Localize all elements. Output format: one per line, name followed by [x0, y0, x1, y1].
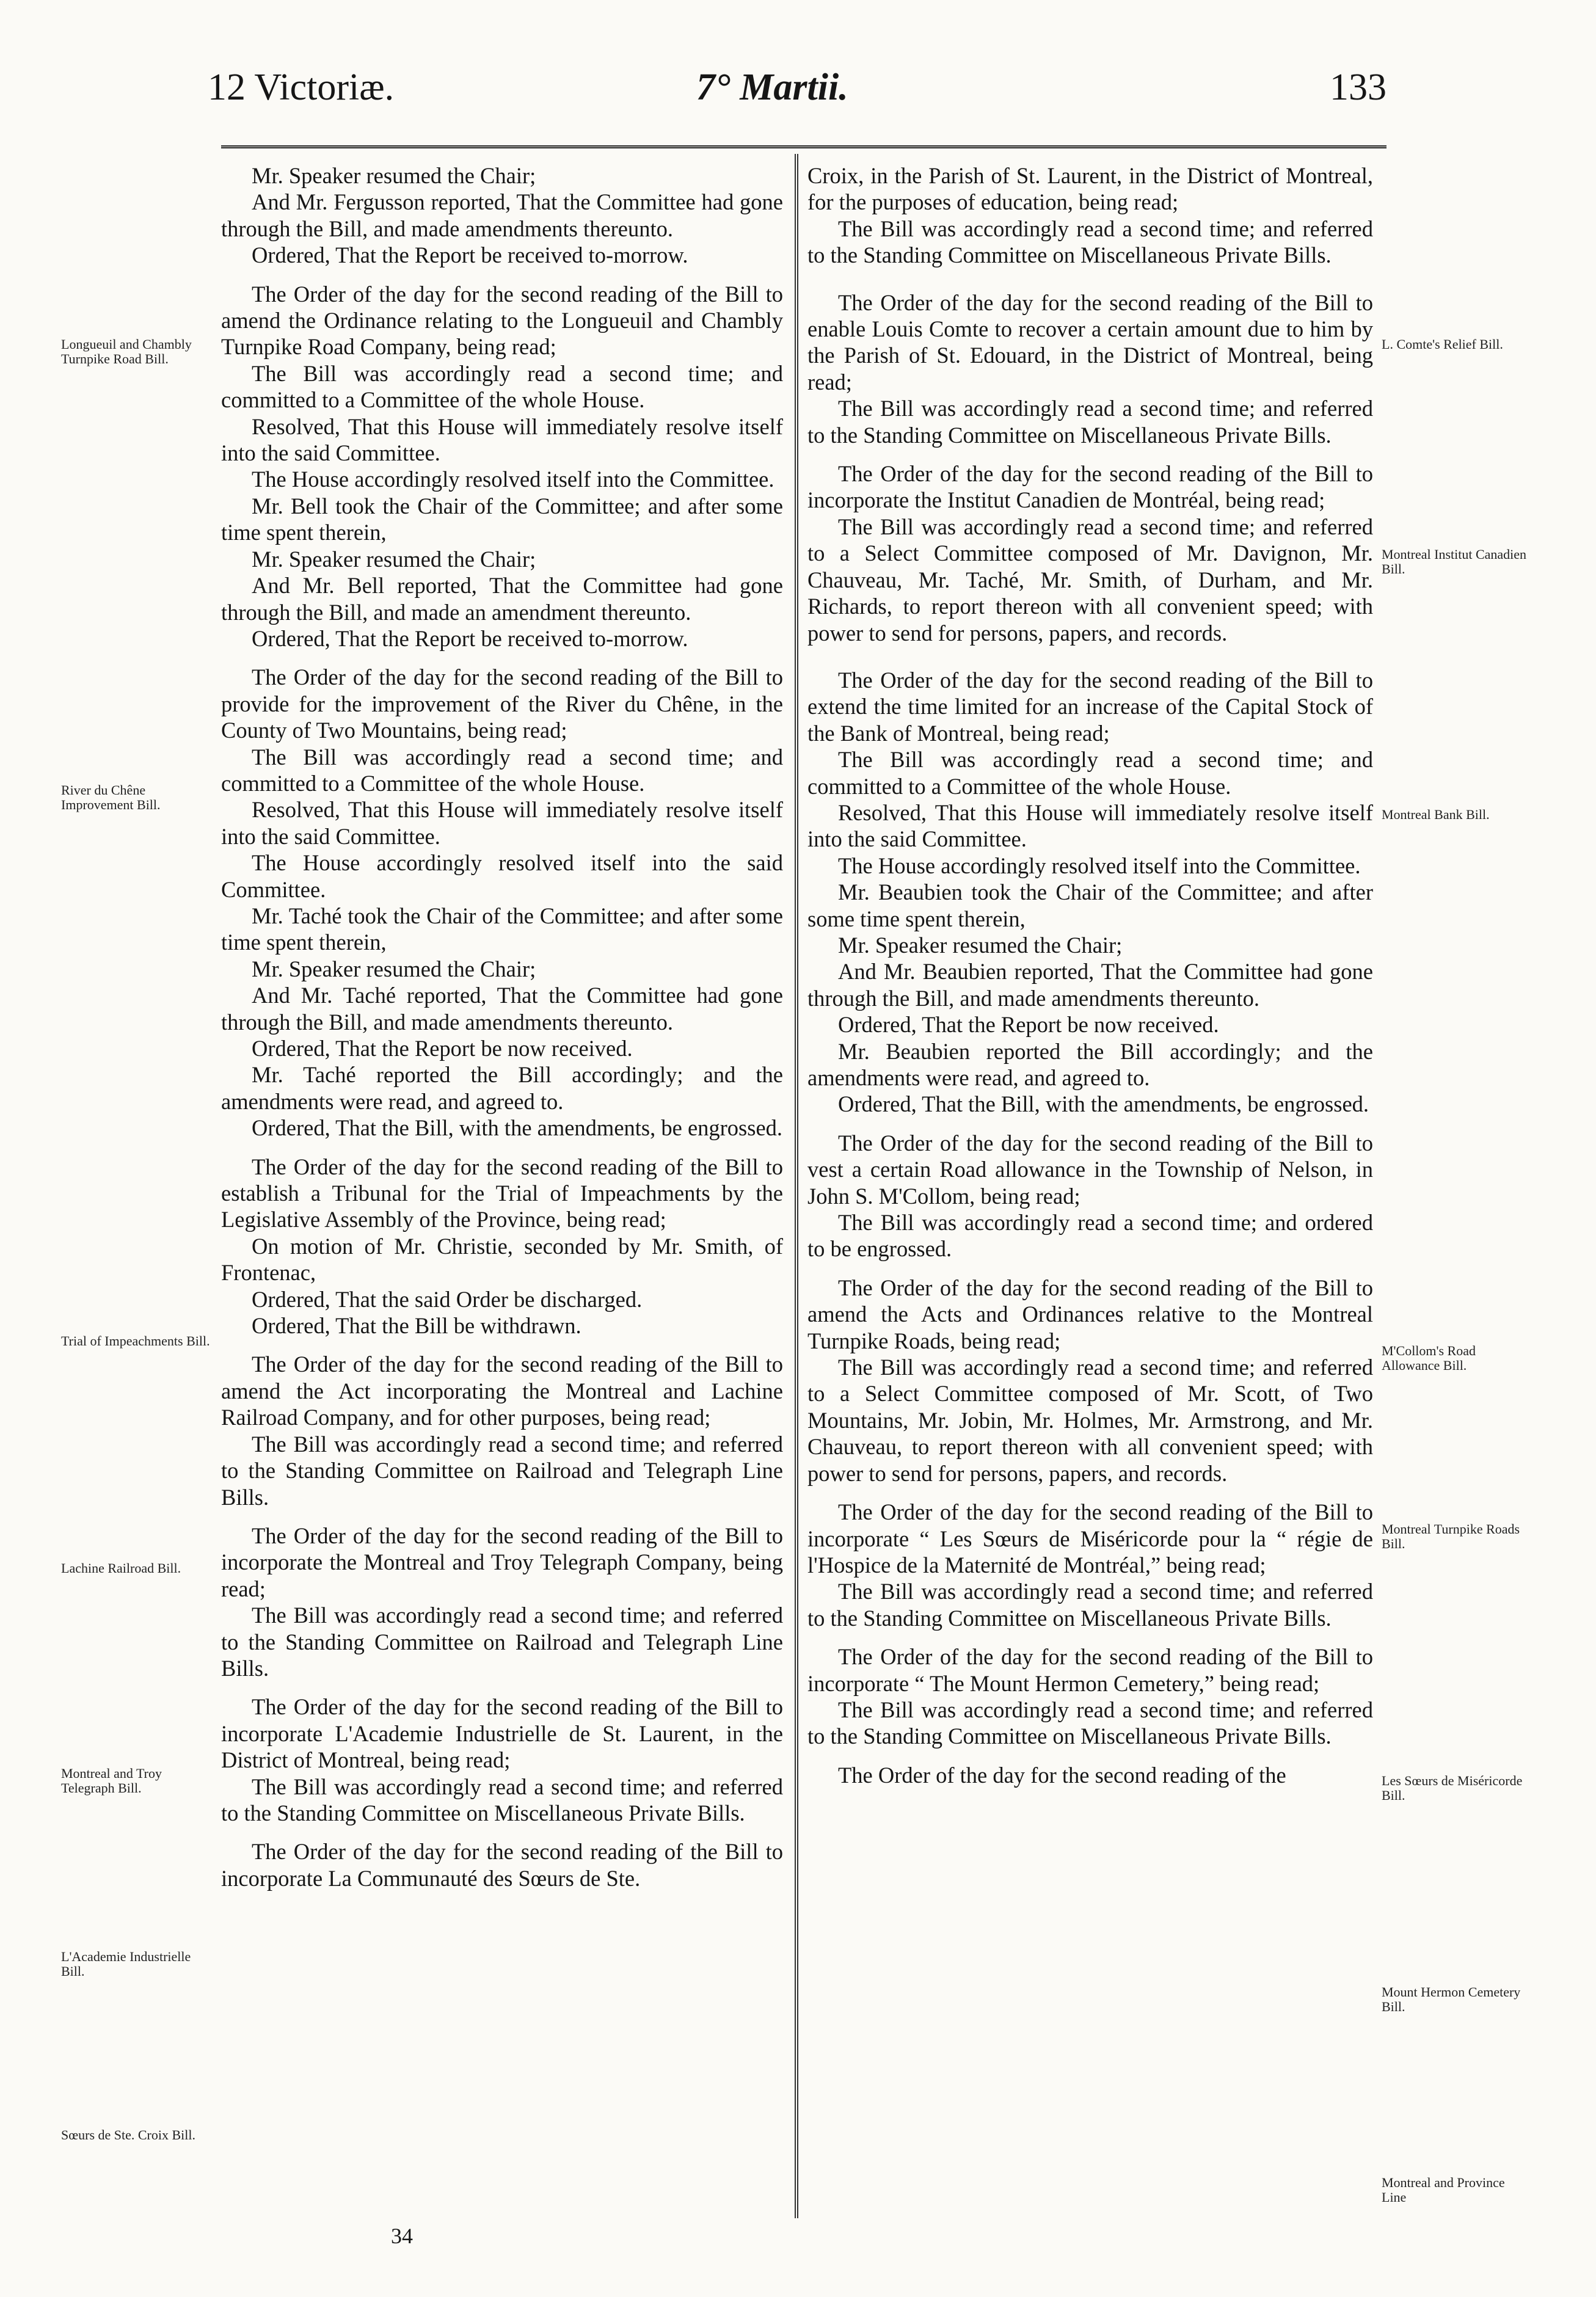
- header-regnal-year: 12 Victoriæ.: [208, 67, 395, 108]
- paragraph: Mr. Taché reported the Bill accordingly; and the amendments were read, and agreed to.: [221, 1062, 783, 1114]
- running-header: [208, 66, 1386, 121]
- paragraph: The Bill was accordingly read a second time; and referred to the Standing Committee on Miscellaneous Private Bills.: [807, 396, 1373, 448]
- paragraph: The Order of the day for the second reading of the Bill to incorporate “ Les Sœurs de Miséricorde pour la “ régie de l'Hospice de la Maternité de Montréal,” being read;: [807, 1499, 1373, 1578]
- paragraph: Croix, in the Parish of St. Laurent, in the District of Montreal, for the purposes of education, being read;: [807, 163, 1373, 215]
- header-date: 7° Martii.: [696, 67, 848, 108]
- paragraph: On motion of Mr. Christie, seconded by Mr. Smith, of Frontenac,: [221, 1233, 783, 1286]
- paragraph: Ordered, That the Bill, with the amendments, be engrossed.: [252, 1115, 783, 1141]
- margin-note: M'Collom's Road Allowance Bill.: [1382, 1343, 1476, 1373]
- margin-note: Sœurs de Ste. Croix Bill.: [61, 2127, 196, 2142]
- paragraph: The Bill was accordingly read a second time; and ordered to be engrossed.: [807, 1210, 1373, 1262]
- left-column: [221, 162, 783, 1891]
- paragraph: The House accordingly resolved itself into the Committee.: [252, 467, 774, 492]
- paragraph: Mr. Speaker resumed the Chair;: [838, 932, 1123, 958]
- signature-mark: 34: [391, 2224, 413, 2248]
- paragraph: The Order of the day for the second reading of the Bill to amend the Act incorporating the Montreal and Lachine Railroad Company, and for other purposes, being read;: [221, 1352, 783, 1430]
- paragraph: Mr. Beaubien took the Chair of the Committee; and after some time spent therein,: [807, 879, 1373, 931]
- paragraph: The Order of the day for the second reading of the Bill to amend the Ordinance relating to the Longueuil and Chambly Turnpike Road Company, being read;: [221, 281, 783, 360]
- paragraph: Mr. Beaubien reported the Bill accordingly; and the amendments were read, and agreed to.: [807, 1038, 1373, 1090]
- margin-note: Trial of Impeachments Bill.: [61, 1333, 210, 1349]
- paragraph: The Order of the day for the second reading of the Bill to incorporate the Montreal and Troy Telegraph Company, being read;: [221, 1523, 783, 1601]
- paragraph: The Bill was accordingly read a second time; and referred to the Standing Committee on Miscellaneous Private Bills.: [807, 1697, 1373, 1749]
- paragraph: The Bill was accordingly read a second time; and referred to the Standing Committee on Railroad and Telegraph Line Bills.: [221, 1431, 783, 1510]
- margin-note: L'Academie Industrielle Bill.: [61, 1949, 191, 1979]
- paragraph: Ordered, That the said Order be discharged.: [252, 1286, 643, 1312]
- paragraph: The Bill was accordingly read a second time; and referred to the Standing Committee on Miscellaneous Private Bills.: [807, 1579, 1373, 1631]
- paragraph: And Mr. Fergusson reported, That the Committee had gone through the Bill, and made amendments thereunto.: [221, 189, 783, 241]
- margin-note: Montreal and Troy Telegraph Bill.: [61, 1766, 162, 1796]
- paragraph: The Bill was accordingly read a second time; and referred to the Standing Committee on Miscellaneous Private Bills.: [807, 216, 1373, 268]
- margin-note: L. Comte's Relief Bill.: [1382, 337, 1503, 352]
- paragraph: Ordered, That the Bill, with the amendments, be engrossed.: [838, 1091, 1369, 1117]
- paragraph: The Order of the day for the second reading of the Bill to incorporate La Communauté des Sœurs de Ste.: [221, 1839, 783, 1891]
- paragraph: And Mr. Bell reported, That the Committee had gone through the Bill, and made an amendment thereunto.: [221, 573, 783, 625]
- margin-note: Montreal Bank Bill.: [1382, 807, 1490, 822]
- paragraph: Mr. Bell took the Chair of the Committee; and after some time spent therein,: [221, 493, 783, 545]
- page-number: 133: [1330, 67, 1386, 108]
- margin-note: Montreal Institut Canadien Bill.: [1382, 547, 1527, 577]
- paragraph: Resolved, That this House will immediately resolve itself into the said Committee.: [807, 799, 1373, 852]
- column-divider: [795, 154, 798, 2218]
- paragraph: And Mr. Beaubien reported, That the Committee had gone through the Bill, and made amendments thereunto.: [807, 959, 1373, 1011]
- paragraph: The Order of the day for the second reading of the: [838, 1762, 1286, 1788]
- paragraph: Mr. Speaker resumed the Chair;: [252, 546, 536, 572]
- paragraph: Resolved, That this House will immediately resolve itself into the said Committee.: [221, 797, 783, 849]
- margin-note: Les Sœurs de Miséricorde Bill.: [1382, 1773, 1523, 1803]
- paragraph: The Bill was accordingly read a second time; and committed to a Committee of the whole House.: [221, 360, 783, 413]
- margin-note: River du Chêne Improvement Bill.: [61, 782, 161, 812]
- paragraph: The Order of the day for the second reading of the Bill to provide for the improvement of the River du Chêne, in the County of Two Mountains, being read;: [221, 664, 783, 743]
- paragraph: The Bill was accordingly read a second time; and referred to the Standing Committee on Miscellaneous Private Bills.: [221, 1774, 783, 1826]
- paragraph: Mr. Speaker resumed the Chair;: [252, 163, 536, 188]
- margin-note: Lachine Railroad Bill.: [61, 1560, 181, 1576]
- header-rule: [221, 145, 1386, 152]
- paragraph: Mr. Taché took the Chair of the Committee; and after some time spent therein,: [221, 903, 783, 955]
- margin-note: Longueuil and Chambly Turnpike Road Bill.: [61, 337, 192, 366]
- paragraph: Ordered, That the Bill be withdrawn.: [252, 1313, 581, 1339]
- paragraph: Mr. Speaker resumed the Chair;: [252, 956, 536, 981]
- paragraph: Resolved, That this House will immediately resolve itself into the said Committee.: [221, 413, 783, 466]
- paragraph: The Order of the day for the second reading of the Bill to amend the Acts and Ordinances relative to the Montreal Turnpike Roads, being read;: [807, 1275, 1373, 1353]
- paragraph: The Order of the day for the second reading of the Bill to incorporate the Institut Canadien de Montréal, being read;: [807, 461, 1373, 513]
- paragraph: The Bill was accordingly read a second time; and referred to a Select Committee composed of Mr. Scott, of Two Mountains, Mr. Jobin, Mr. Holmes, Mr. Armstrong, and Mr. Chauveau, to report thereon with all convenient speed; with power to send for persons, papers, and records.: [807, 1355, 1373, 1486]
- right-column: [807, 162, 1373, 1788]
- paragraph: The Bill was accordingly read a second time; and committed to a Committee of the whole House.: [221, 744, 783, 796]
- paragraph: Ordered, That the Report be received to-morrow.: [252, 625, 688, 651]
- paragraph: The Bill was accordingly read a second time; and referred to a Select Committee composed of Mr. Davignon, Mr. Chauveau, Mr. Taché, Mr. Smith, of Durham, and Mr. Richards, to report thereon with all convenient speed; with power to send for persons, papers, and records.: [807, 514, 1373, 646]
- paragraph: The House accordingly resolved itself into the said Committee.: [221, 850, 783, 902]
- paragraph: Ordered, That the Report be now received.: [252, 1036, 633, 1061]
- paragraph: Ordered, That the Report be now received.: [838, 1012, 1219, 1038]
- margin-note: Montreal and Province Line: [1382, 2175, 1505, 2205]
- paragraph: The Bill was accordingly read a second time; and referred to the Standing Committee on Railroad and Telegraph Line Bills.: [221, 1603, 783, 1681]
- paragraph: The Order of the day for the second reading of the Bill to establish a Tribunal for the Trial of Impeachments by the Legislative Assembly of the Province, being read;: [221, 1154, 783, 1232]
- paragraph: Ordered, That the Report be received to-morrow.: [252, 242, 688, 268]
- paragraph: The Order of the day for the second reading of the Bill to incorporate L'Academie Industrielle de St. Laurent, in the District of Montreal, being read;: [221, 1694, 783, 1773]
- paragraph: The Order of the day for the second reading of the Bill to enable Louis Comte to recover a certain amount due to him by the Parish of St. Edouard, in the District of Montreal, being read;: [807, 289, 1373, 395]
- paragraph: The Order of the day for the second reading of the Bill to incorporate “ The Mount Hermon Cemetery,” being read;: [807, 1644, 1373, 1696]
- paragraph: The Order of the day for the second reading of the Bill to extend the time limited for an increase of the Capital Stock of the Bank of Montreal, being read;: [807, 667, 1373, 746]
- paragraph: The House accordingly resolved itself into the Committee.: [838, 853, 1361, 878]
- paragraph: The Bill was accordingly read a second time; and committed to a Committee of the whole House.: [807, 747, 1373, 799]
- paragraph: The Order of the day for the second reading of the Bill to vest a certain Road allowance in the Township of Nelson, in John S. M'Collom, being read;: [807, 1130, 1373, 1209]
- margin-note: Montreal Turnpike Roads Bill.: [1382, 1521, 1520, 1551]
- paragraph: And Mr. Taché reported, That the Committee had gone through the Bill, and made amendments thereunto.: [221, 983, 783, 1035]
- margin-note: Mount Hermon Cemetery Bill.: [1382, 1984, 1521, 2014]
